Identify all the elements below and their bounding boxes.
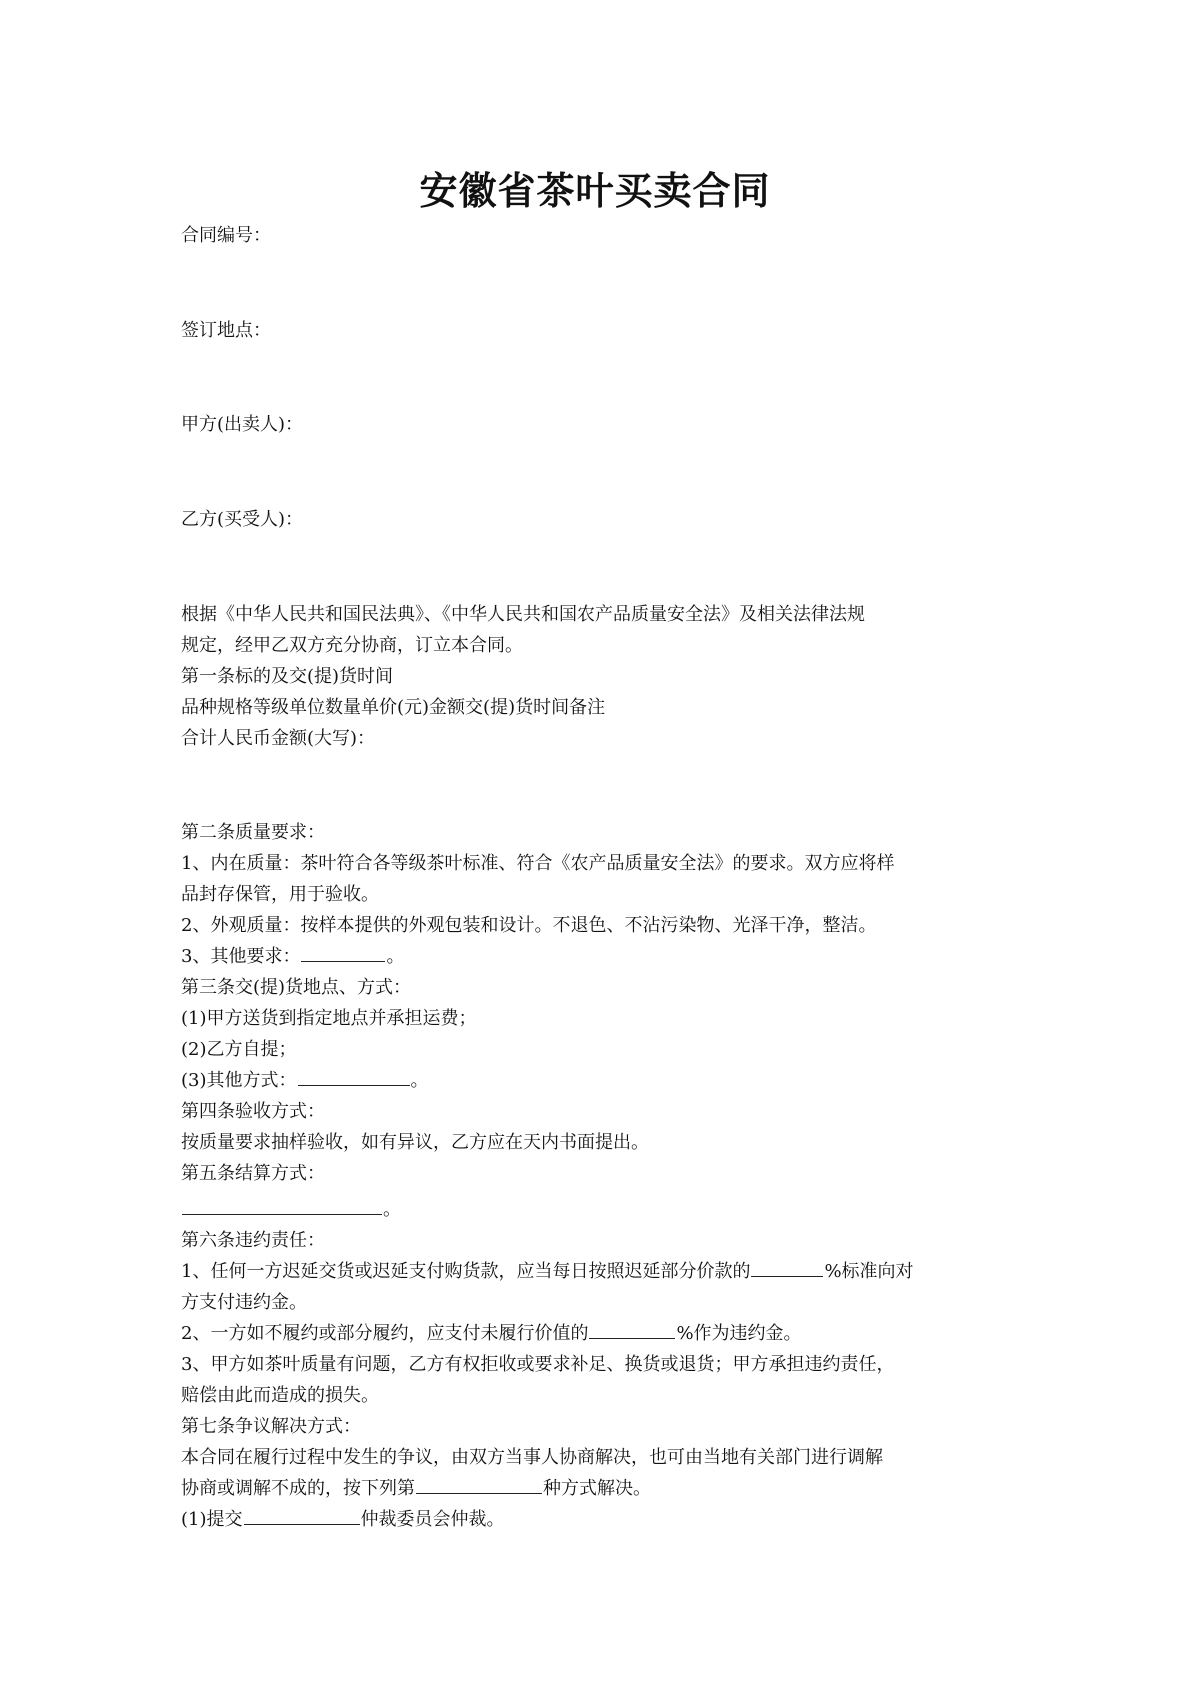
article2-item1-line2: 品封存保管，用于验收。	[181, 884, 379, 905]
article3-opt2: (2)乙方自提；	[181, 1039, 297, 1060]
preamble-line-1: 根据《中华人民共和国民法典》、《中华人民共和国农产品质量安全法》及相关法律法规	[181, 604, 865, 625]
article7-opt1	[181, 1505, 505, 1535]
article2-item1-line1: 1、内在质量：茶叶符合各等级茶叶标准、符合《农产品质量安全法》的要求。双方应将样	[181, 853, 895, 874]
article3-opt3	[181, 1066, 429, 1096]
article2-item2: 2、外观质量：按样本提供的外观包装和设计。不退色、不沾污染物、光泽干净，整洁。	[181, 915, 877, 936]
field-party-a: 甲方(出卖人)：	[181, 414, 304, 435]
article6-item1-line2: 方支付违约金。	[181, 1292, 307, 1313]
article6-item2	[181, 1319, 802, 1349]
article6-item1-text: 1、任何一方迟延交货或迟延支付购货款，应当每日按照迟延部分价款的	[181, 1261, 751, 1282]
article3-opt1: (1)甲方送货到指定地点并承担运费；	[181, 1008, 477, 1029]
article6-heading: 第六条违约责任：	[181, 1230, 325, 1251]
preamble-line-2: 规定，经甲乙双方充分协商，订立本合同。	[181, 635, 523, 656]
article7-line1: 本合同在履行过程中发生的争议，由双方当事人协商解决，也可由当地有关部门进行调解	[181, 1447, 883, 1468]
article6-item1-suffix: %标准向对	[824, 1261, 914, 1282]
blank-daily-penalty-rate	[751, 1258, 823, 1277]
article3-opt3-label: (3)其他方式：	[181, 1070, 297, 1091]
blank-penalty-percent	[589, 1320, 675, 1339]
article1-heading: 第一条标的及交(提)货时间	[181, 666, 394, 687]
article4-body: 按质量要求抽样验收，如有异议，乙方应在天内书面提出。	[181, 1132, 649, 1153]
article7-heading: 第七条争议解决方式：	[181, 1416, 361, 1437]
article4-heading: 第四条验收方式：	[181, 1101, 325, 1122]
field-contract-number: 合同编号：	[181, 225, 271, 246]
article7-line2-text: 协商或调解不成的，按下列第	[181, 1478, 415, 1499]
article6-item3-line1: 3、甲方如茶叶质量有问题，乙方有权拒收或要求补足、换货或退货；甲方承担违约责任，	[181, 1354, 895, 1375]
article2-item3-label: 3、其他要求：	[181, 946, 301, 967]
punct: 。	[383, 1199, 401, 1220]
article5-heading: 第五条结算方式：	[181, 1163, 325, 1184]
article1-total: 合计人民币金额(大写)：	[181, 728, 376, 749]
punct: 。	[386, 946, 405, 967]
article2-heading: 第二条质量要求：	[181, 822, 325, 843]
blank-other-method	[298, 1067, 410, 1086]
article6-item3-line2: 赔偿由此而造成的损失。	[181, 1385, 379, 1406]
blank-resolution-method	[416, 1475, 542, 1494]
blank-arbitration-committee	[244, 1506, 360, 1525]
article7-opt1-suffix: 仲裁委员会仲裁。	[360, 1509, 505, 1530]
article1-table-header: 品种规格等级单位数量单价(元)金额交(提)货时间备注	[181, 697, 606, 718]
article5-blank-line	[181, 1195, 401, 1225]
article7-line2	[181, 1474, 651, 1504]
punct: 。	[410, 1070, 429, 1091]
article6-item2-suffix: %作为违约金。	[676, 1323, 802, 1344]
field-signing-place: 签订地点：	[181, 320, 271, 341]
article3-heading: 第三条交(提)货地点、方式：	[181, 977, 412, 998]
blank-other-requirements	[301, 943, 385, 962]
document-title: 安徽省茶叶买卖合同	[419, 168, 771, 213]
article2-item3	[181, 942, 404, 972]
article7-line2-suffix: 种方式解决。	[543, 1478, 651, 1499]
article6-item2-text: 2、一方如不履约或部分履约，应支付未履行价值的	[181, 1323, 589, 1344]
article6-item1	[181, 1257, 914, 1287]
blank-settlement-method	[182, 1196, 382, 1215]
field-party-b: 乙方(买受人)：	[181, 509, 304, 530]
article7-opt1-text: (1)提交	[181, 1509, 243, 1530]
